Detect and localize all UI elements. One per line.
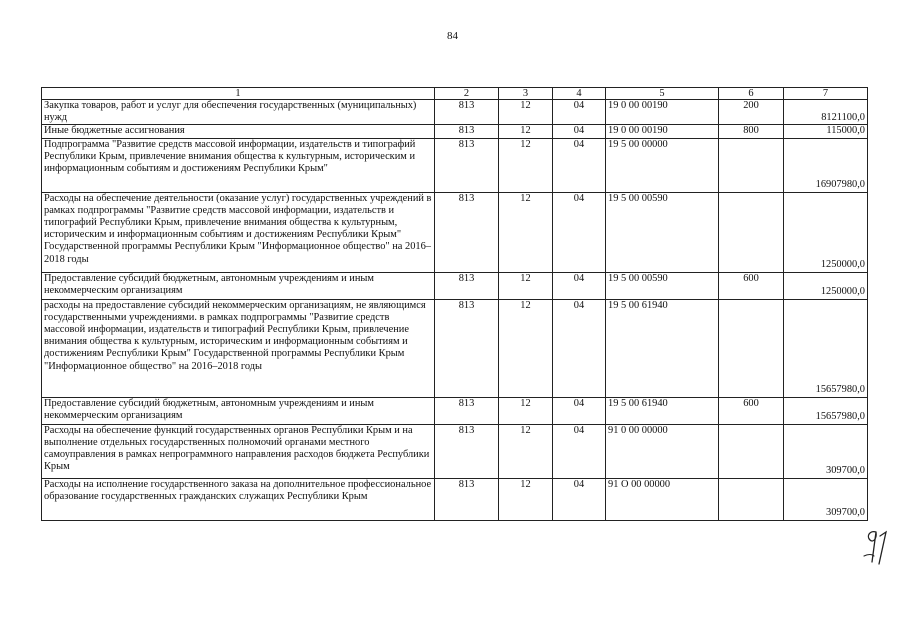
row-chief-admin-code: 813 (435, 299, 499, 397)
header-cell-4: 4 (553, 88, 606, 100)
row-description: Расходы на исполнение государственного заказа на дополнительное профессиональное образование государственных гражданских служащих Республики Крым (42, 478, 435, 520)
row-target-item-code: 19 5 00 00590 (606, 192, 719, 272)
row-subsection-code: 04 (553, 424, 606, 478)
row-target-item-code: 19 5 00 00000 (606, 138, 719, 192)
table-row (42, 397, 868, 424)
row-description: Предоставление субсидий бюджетным, автономным учреждениям и иным некоммерческим организациям (42, 397, 435, 424)
row-expense-type-code: 800 (719, 125, 784, 138)
row-amount: 15657980,0 (784, 397, 868, 424)
row-chief-admin-code: 813 (435, 100, 499, 125)
row-section-code: 12 (499, 299, 553, 397)
row-description: Расходы на обеспечение функций государственных органов Республики Крым и на выполнение отдельных государственных полномочий органами местного самоуправления в рамках непрограммного направления расходов бюджета Республики Крым (42, 424, 435, 478)
page-number: 84 (447, 30, 458, 42)
row-section-code: 12 (499, 192, 553, 272)
row-expense-type-code (719, 478, 784, 520)
row-chief-admin-code: 813 (435, 192, 499, 272)
row-target-item-code: 91 О 00 00000 (606, 478, 719, 520)
row-section-code: 12 (499, 138, 553, 192)
row-amount: 15657980,0 (784, 299, 868, 397)
row-subsection-code: 04 (553, 100, 606, 125)
table-row (42, 192, 868, 272)
row-target-item-code: 91 0 00 00000 (606, 424, 719, 478)
row-amount: 309700,0 (784, 424, 868, 478)
row-target-item-code: 19 0 00 00190 (606, 100, 719, 125)
row-expense-type-code (719, 192, 784, 272)
header-cell-7: 7 (784, 88, 868, 100)
row-section-code: 12 (499, 272, 553, 299)
row-subsection-code: 04 (553, 192, 606, 272)
handwritten-page-mark (862, 526, 896, 568)
row-amount: 309700,0 (784, 478, 868, 520)
table-row (42, 100, 868, 125)
row-amount: 1250000,0 (784, 192, 868, 272)
row-subsection-code: 04 (553, 397, 606, 424)
row-subsection-code: 04 (553, 125, 606, 138)
row-description: Предоставление субсидий бюджетным, автономным учреждениям и иным некоммерческим организациям (42, 272, 435, 299)
row-description: Подпрограмма "Развитие средств массовой информации, издательств и типографий Республики Крым, привлечение внимания общества к культурным, историческим и информационным событиям и достижениям Республики Крым" (42, 138, 435, 192)
table-row (42, 272, 868, 299)
row-section-code: 12 (499, 125, 553, 138)
row-target-item-code: 19 5 00 61940 (606, 299, 719, 397)
row-chief-admin-code: 813 (435, 424, 499, 478)
row-description: Расходы на обеспечение деятельности (оказание услуг) государственных учреждений в рамках подпрограммы "Развитие средств массовой информации, издательств и типографий Республики Крым, привлечение внимания общества к культурным, историческим и информационным событиям и достижениям Республики Крым" Государственной программы Республики Крым "Информационное общество" на 2016–2018 годы (42, 192, 435, 272)
header-cell-6: 6 (719, 88, 784, 100)
row-target-item-code: 19 5 00 61940 (606, 397, 719, 424)
row-expense-type-code: 600 (719, 397, 784, 424)
row-target-item-code: 19 5 00 00590 (606, 272, 719, 299)
row-chief-admin-code: 813 (435, 397, 499, 424)
table-row (42, 138, 868, 192)
budget-table (41, 87, 868, 521)
table-row (42, 125, 868, 138)
header-cell-2: 2 (435, 88, 499, 100)
row-amount: 16907980,0 (784, 138, 868, 192)
row-section-code: 12 (499, 397, 553, 424)
row-section-code: 12 (499, 424, 553, 478)
row-subsection-code: 04 (553, 299, 606, 397)
row-description: Закупка товаров, работ и услуг для обеспечения государственных (муниципальных) нужд (42, 100, 435, 125)
header-cell-5: 5 (606, 88, 719, 100)
row-subsection-code: 04 (553, 478, 606, 520)
header-row (42, 88, 868, 100)
row-subsection-code: 04 (553, 272, 606, 299)
row-chief-admin-code: 813 (435, 125, 499, 138)
table-row (42, 478, 868, 520)
row-chief-admin-code: 813 (435, 478, 499, 520)
row-amount: 8121100,0 (784, 100, 868, 125)
row-amount: 1250000,0 (784, 272, 868, 299)
row-section-code: 12 (499, 100, 553, 125)
row-expense-type-code (719, 424, 784, 478)
row-subsection-code: 04 (553, 138, 606, 192)
row-description: Иные бюджетные ассигнования (42, 125, 435, 138)
row-section-code: 12 (499, 478, 553, 520)
row-chief-admin-code: 813 (435, 138, 499, 192)
header-cell-1: 1 (42, 88, 435, 100)
table-row (42, 424, 868, 478)
row-target-item-code: 19 0 00 00190 (606, 125, 719, 138)
row-chief-admin-code: 813 (435, 272, 499, 299)
row-expense-type-code: 600 (719, 272, 784, 299)
row-expense-type-code (719, 138, 784, 192)
header-cell-3: 3 (499, 88, 553, 100)
row-expense-type-code (719, 299, 784, 397)
table-row (42, 299, 868, 397)
row-description: расходы на предоставление субсидий некоммерческим организациям, не являющимся государственными учреждениями. в рамках подпрограммы "Развитие средств массовой информации, издательств и типографий Республики Крым, привлечение внимания общества к культурным, историческим и информационным событиям и достижениям Республики Крым" Государственной программы Республики Крым "Информационное общество" на 2016–2018 годы (42, 299, 435, 397)
row-expense-type-code: 200 (719, 100, 784, 125)
table-body (42, 88, 868, 521)
row-amount: 115000,0 (784, 125, 868, 138)
